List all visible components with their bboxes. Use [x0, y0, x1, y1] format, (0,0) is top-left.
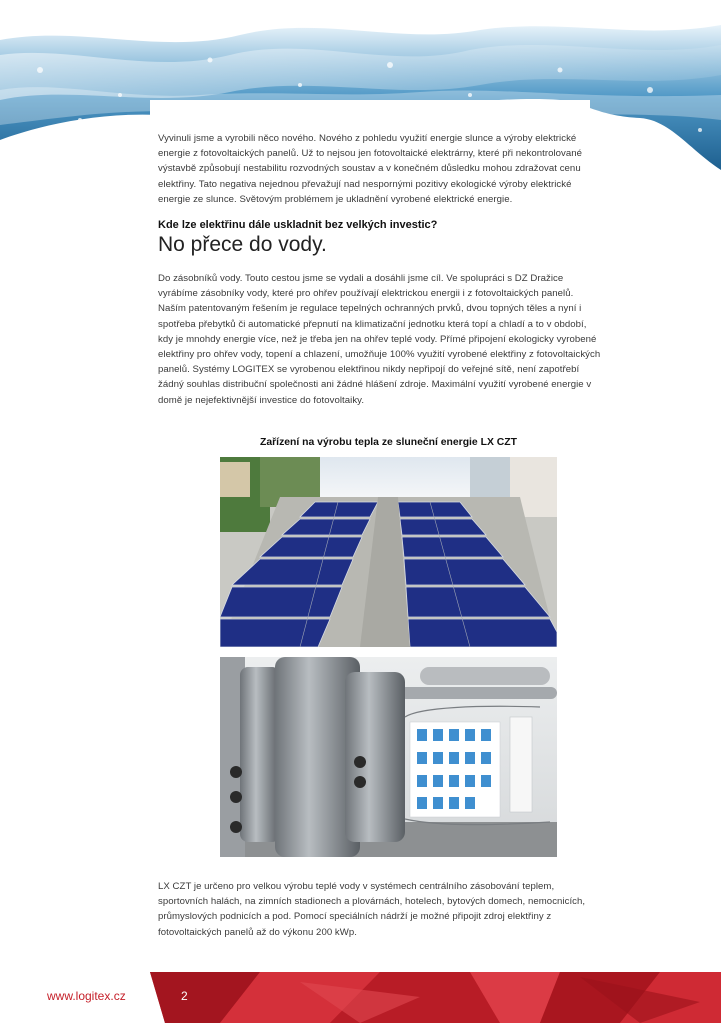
text-line: výstavbě způsobují nestabilitu rozvodných soustav a v konečném důsledku mohou zdražovat cenu	[158, 163, 581, 175]
text-line: Naším patentovaným řešením je regulace tepelných ochranných prvků, dvou topných těles a nyní i	[158, 303, 582, 315]
solar-panels-photo	[220, 457, 557, 647]
text-line: LX CZT je určeno pro velkou výrobu teplé vody v systémech centrálního zásobování teplem,	[158, 881, 555, 892]
closing-paragraph	[158, 879, 618, 940]
text-line: domě je nejefektivnější investice do fotovoltaiky.	[158, 394, 365, 406]
text-line: energie ze slunce. Světovým problémem je ukladnění vyrobené elektrické energie.	[158, 193, 513, 205]
section-heading: No přece do vody.	[158, 233, 327, 256]
figure-caption: Zařízení na výrobu tepla ze sluneční energie LX CZT	[260, 437, 517, 448]
technical-room-photo	[220, 657, 557, 857]
text-line: elektřiny. Tato negativa nejednou převažují nad nespornými pozitivy ekologické výroby elektrické	[158, 178, 572, 190]
text-line: fotovoltaických panelů až do výkonu 200 kWp.	[158, 926, 357, 938]
text-line: Do zásobníků vody. Touto cestou jsme se vydali a dosáhli jsme cíl. Ve spolupráci s DZ Dražice	[158, 273, 564, 284]
text-line: energie z fotovoltaických panelů. Už to nejsou jen fotovoltaické elektrárny, které při nekontrolované	[158, 148, 583, 160]
intro-paragraph	[158, 131, 618, 207]
footer-website-link[interactable]: www.logitex.cz	[47, 989, 126, 1003]
text-line: kdy je mnohdy energie více, než je třeba jen na ohřev teplé vody. Přímé připojení ekologicky vyrobené	[158, 333, 597, 345]
text-line: žádný souhlas distribuční společnosti ani žádné hlášení zdroje. Maximální využití vyrobené energie v	[158, 379, 592, 391]
text-line: elektřiny pro ohřev vody, topení a chlazení, umožňuje 100% využití vyrobené elektřiny z fotovoltaických	[158, 349, 601, 361]
text-line: průmyslových podnicích a pod. Pomocí speciálních nádrží je možné připojit zdroj elektřiny z	[158, 911, 552, 923]
body-paragraph	[158, 271, 618, 408]
page-number: 2	[181, 989, 188, 1003]
question-subheading: Kde lze elektřinu dále uskladnit bez velkých investic?	[158, 219, 438, 231]
text-line: vyrábíme zásobníky vody, které pro ohřev používají elektrickou energii i z fotovoltaických panelů.	[158, 288, 574, 300]
text-line: spotřeba přebytků či automatické přepnutí na klimatizační jednotku která topí a chladí a to v období,	[158, 318, 587, 330]
text-line: panelů. Systémy LOGITEX se vyrobenou elektřinou nikdy nepřipojí do veřejné sítě, není zapotřebí	[158, 364, 580, 376]
text-line: sportovních halách, na zimních stadionech a plovárnách, hotelech, bytových domech, nemocnicích,	[158, 896, 586, 908]
text-line: Vyvinuli jsme a vyrobili něco nového. Nového z pohledu využití energie slunce a výroby elektrické	[158, 133, 577, 144]
